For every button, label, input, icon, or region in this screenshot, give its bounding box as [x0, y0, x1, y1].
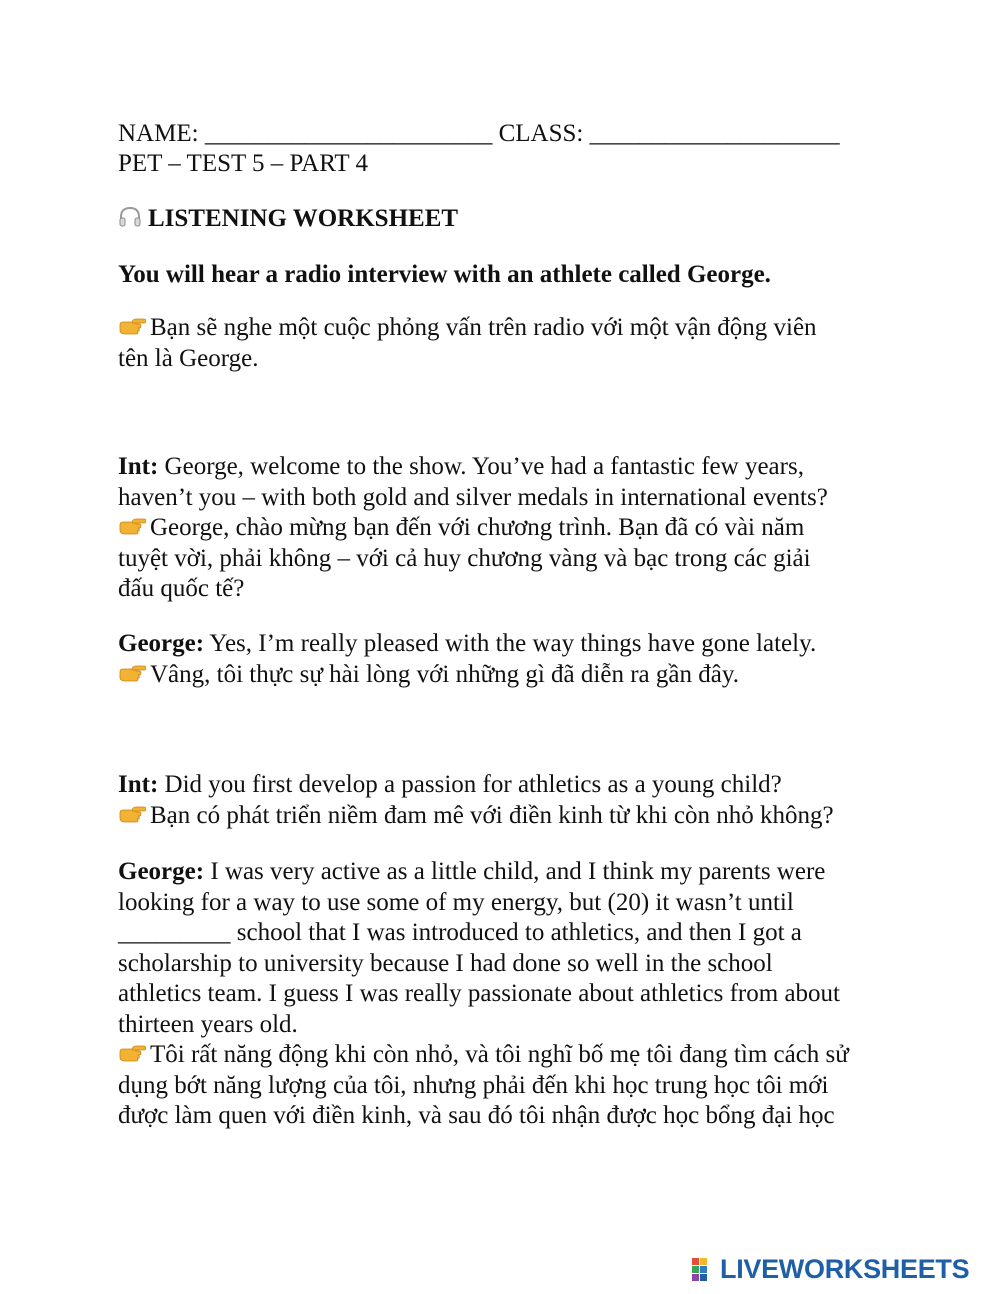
dialogue-line: Yes, I’m really pleased with the way things have gone lately.: [209, 630, 817, 657]
answer-blank-line[interactable]: _________ school that I was introduced to athletics, and then I got a: [118, 919, 802, 946]
translation-line: được làm quen với điền kinh, và sau đó tôi nhận được học bổng đại học: [118, 1102, 835, 1129]
translation-line: Bạn có phát triển niềm đam mê với điền kinh từ khi còn nhỏ không?: [150, 801, 834, 829]
speaker-label: George:: [118, 858, 205, 885]
headphones-icon: [118, 205, 142, 229]
exchange-george-2: [118, 857, 893, 1132]
speaker-label: Int:: [118, 771, 159, 798]
name-blank[interactable]: _______________________: [204, 120, 493, 147]
translation-line: tuyệt vời, phải không – với cả huy chương vàng và bạc trong các giải: [118, 544, 811, 572]
dialogue-line: athletics team. I guess I was really passionate about athletics from about: [118, 980, 840, 1007]
liveworksheets-brand: LIVEWORKSHEETS: [720, 1254, 970, 1284]
exchange-int-2: [118, 770, 893, 831]
translation-line: Vâng, tôi thực sự hài lòng với những gì đã diễn ra gần đây.: [150, 660, 739, 688]
speaker-label: Int:: [118, 453, 159, 480]
dialogue-line: thirteen years old.: [118, 1010, 298, 1038]
pointing-hand-icon: [118, 664, 146, 684]
pointing-hand-icon: [118, 517, 146, 537]
intro-vi: [118, 313, 893, 374]
translation-line: Tôi rất năng động khi còn nhỏ, và tôi nghĩ bố mẹ tôi đang tìm cách sử: [150, 1041, 849, 1068]
name-class-line: [118, 119, 840, 149]
pointing-hand-icon: [118, 317, 146, 337]
dialogue-line: haven’t you – with both gold and silver medals in international events?: [118, 483, 828, 511]
name-label: NAME:: [118, 120, 199, 147]
dialogue-line: scholarship to university because I had done so well in the school: [118, 949, 773, 977]
worksheet-title: [118, 204, 458, 234]
dialogue-line: Did you first develop a passion for athletics as a young child?: [164, 771, 782, 798]
liveworksheets-footer[interactable]: [691, 1254, 991, 1284]
dialogue-line: George, welcome to the show. You’ve had a fantastic few years,: [164, 453, 804, 480]
dialogue-line: looking for a way to use some of my energy, but (20) it wasn’t until: [118, 888, 794, 916]
intro-vi-line: Bạn sẽ nghe một cuộc phỏng vấn trên radio với một vận động viên: [150, 314, 817, 341]
speaker-label: George:: [118, 630, 205, 657]
class-label: CLASS:: [498, 120, 584, 147]
intro-vi-line: tên là George.: [118, 344, 259, 372]
test-line: PET – TEST 5 – PART 4: [118, 150, 368, 177]
pointing-hand-icon: [118, 805, 146, 825]
dialogue-line: I was very active as a little child, and I think my parents were: [210, 858, 826, 885]
translation-line: George, chào mừng bạn đến với chương trình. Bạn đã có vài năm: [150, 514, 805, 541]
translation-line: dụng bớt năng lượng của tôi, nhưng phải đến khi học trung học tôi mới: [118, 1071, 829, 1099]
worksheet-title-text: LISTENING WORKSHEET: [148, 205, 459, 232]
class-blank[interactable]: ____________________: [589, 120, 840, 147]
liveworksheets-logo-icon: [691, 1257, 717, 1283]
translation-line: đấu quốc tế?: [118, 575, 245, 602]
intro-en: You will hear a radio interview with an athlete called George.: [118, 261, 771, 288]
exchange-int-1: [118, 452, 893, 605]
pointing-hand-icon: [118, 1044, 146, 1064]
exchange-george-1: [118, 629, 893, 690]
